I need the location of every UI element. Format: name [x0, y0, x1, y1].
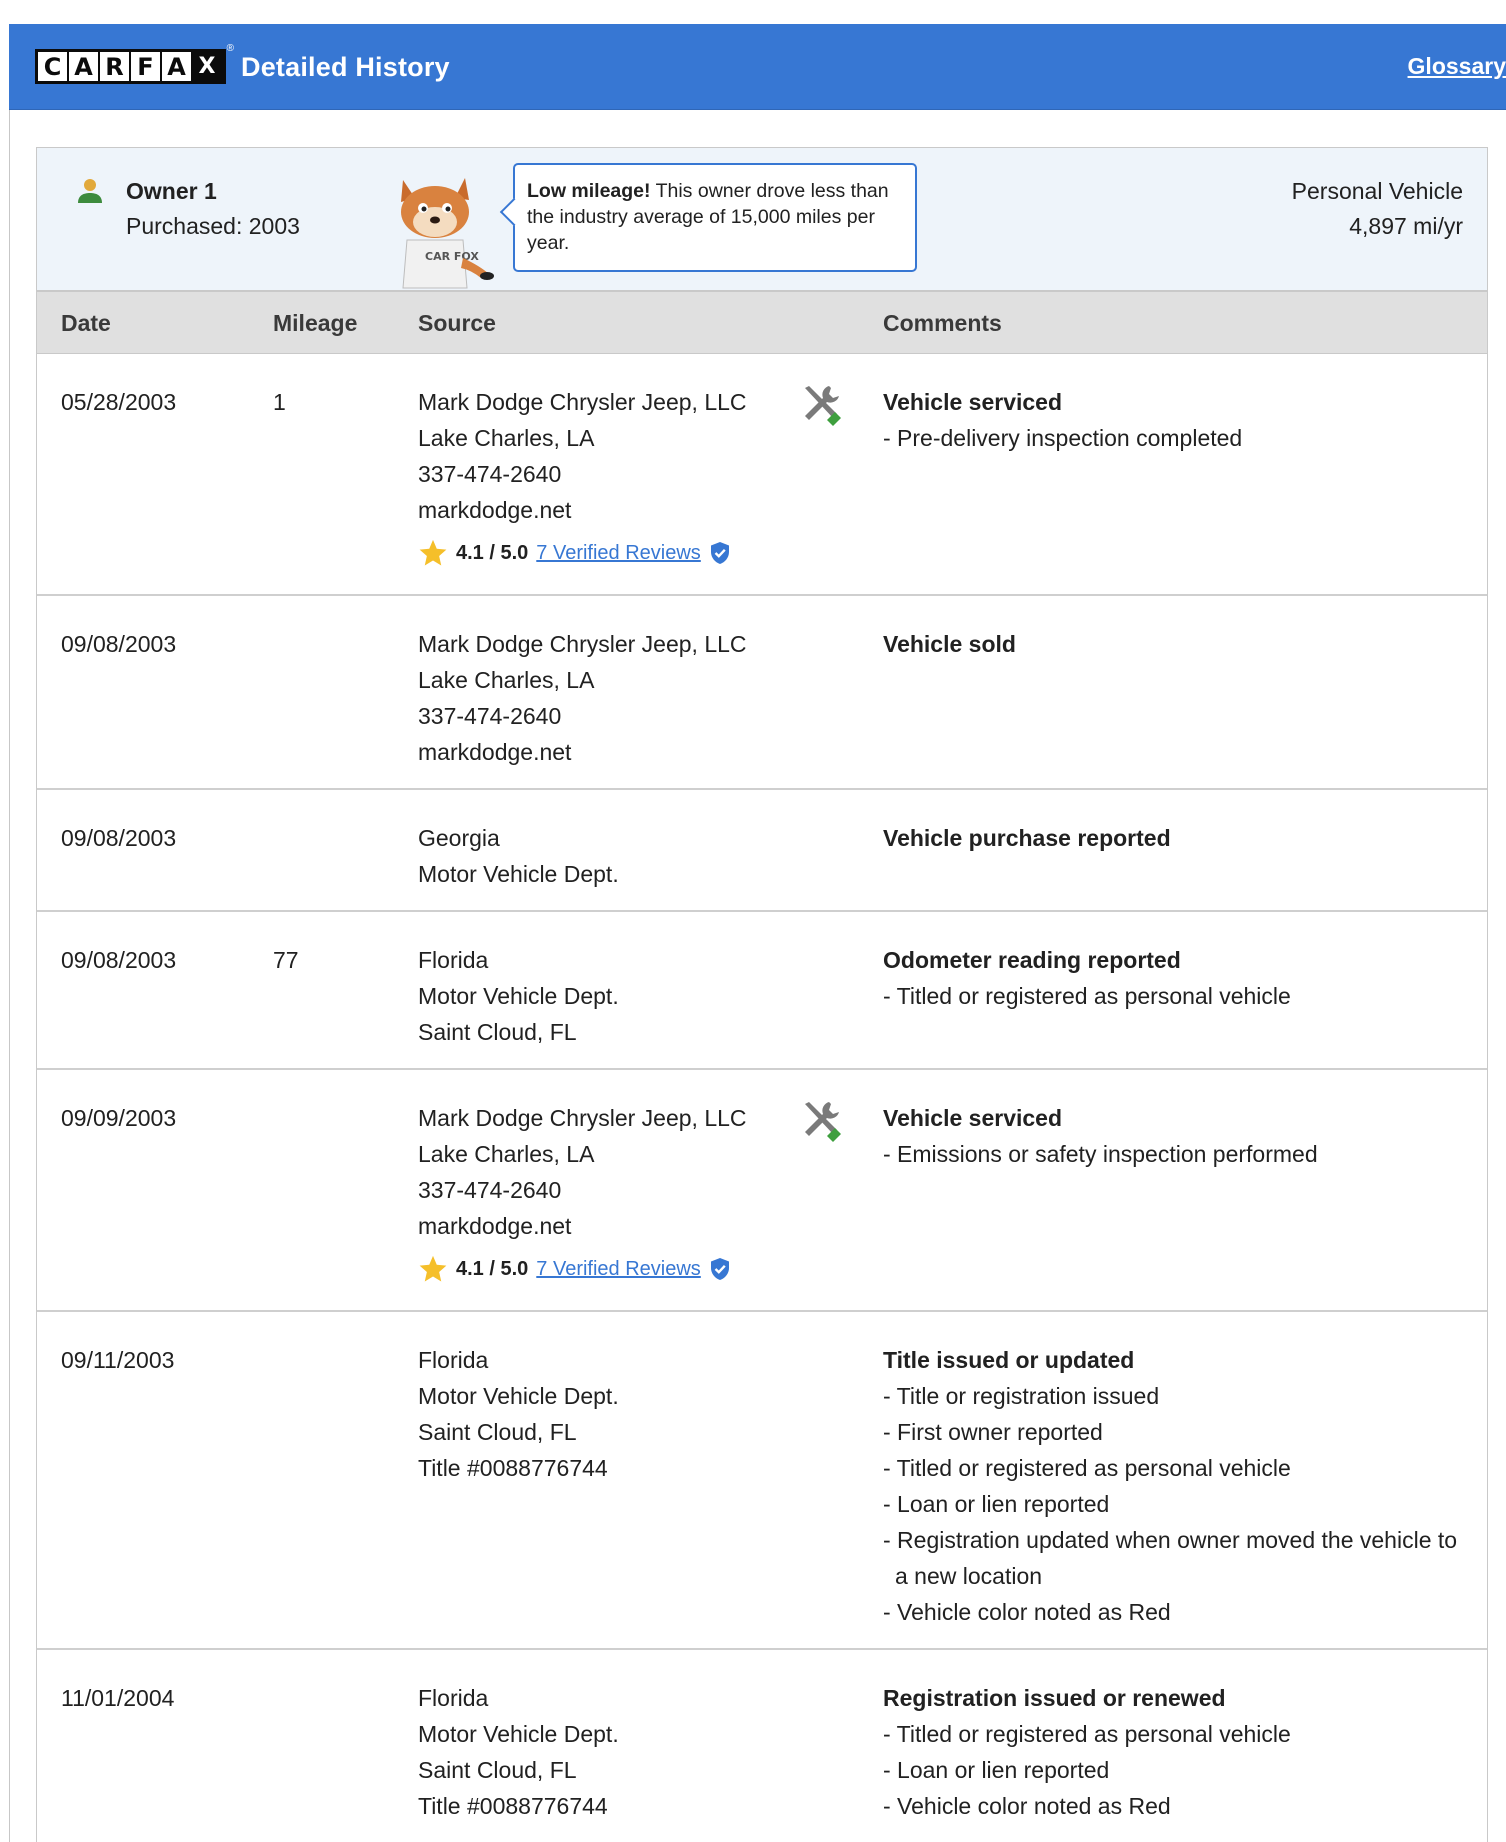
row-comments — [883, 1100, 1463, 1172]
row-comments — [883, 942, 1463, 1014]
history-table-body — [37, 354, 1487, 1842]
row-date: 09/08/2003 — [61, 825, 177, 851]
source-line: Florida — [418, 947, 489, 973]
service-tools-icon — [799, 382, 843, 426]
row-source — [418, 1680, 619, 1824]
source-line: markdodge.net — [418, 739, 572, 765]
comment-item: - Pre-delivery inspection completed — [883, 425, 1243, 451]
source-line: Saint Cloud, FL — [418, 1419, 577, 1445]
owner-purchased: Purchased: 2003 — [126, 213, 300, 239]
history-row — [37, 596, 1487, 790]
report-header — [9, 24, 1506, 110]
row-comments — [883, 384, 1463, 456]
source-line: Mark Dodge Chrysler Jeep, LLC — [418, 389, 747, 415]
verified-shield-icon — [709, 541, 731, 565]
source-line: Title #0088776744 — [418, 1455, 608, 1481]
row-source — [418, 1342, 619, 1486]
history-row — [37, 354, 1487, 596]
star-icon — [418, 538, 448, 568]
source-line: Motor Vehicle Dept. — [418, 861, 619, 887]
source-line: Mark Dodge Chrysler Jeep, LLC — [418, 1105, 747, 1131]
row-date: 05/28/2003 — [61, 389, 177, 415]
source-line: markdodge.net — [418, 1213, 572, 1239]
comment-title: Odometer reading reported — [883, 947, 1181, 973]
column-header-date: Date — [61, 310, 111, 336]
row-source — [418, 384, 747, 528]
source-line: Motor Vehicle Dept. — [418, 1383, 619, 1409]
glossary-link[interactable]: Glossary — [1407, 53, 1506, 79]
source-line: Title #0088776744 — [418, 1793, 608, 1819]
comment-title: Title issued or updated — [883, 1347, 1135, 1373]
source-line: Motor Vehicle Dept. — [418, 1721, 619, 1747]
comment-item: - First owner reported — [883, 1419, 1103, 1445]
source-line: Lake Charles, LA — [418, 425, 595, 451]
source-line: Florida — [418, 1347, 489, 1373]
row-date: 09/09/2003 — [61, 1105, 177, 1131]
carfax-logo: C A R F A X ® — [35, 49, 226, 84]
comment-item: - Registration updated when owner moved the vehicle to a new location — [883, 1527, 1458, 1589]
column-header-mileage: Mileage — [273, 310, 358, 336]
source-line: Saint Cloud, FL — [418, 1019, 577, 1045]
miles-per-year: 4,897 mi/yr — [1349, 213, 1463, 239]
dealer-rating — [418, 538, 731, 568]
comment-item: - Vehicle color noted as Red — [883, 1599, 1171, 1625]
star-icon — [418, 1254, 448, 1284]
comment-item: - Loan or lien reported — [883, 1757, 1110, 1783]
source-line: 337-474-2640 — [418, 703, 562, 729]
history-table-header — [37, 292, 1487, 354]
low-mileage-tooltip: Low mileage! This owner drove less than the industry average of 15,000 miles per year. — [513, 163, 917, 272]
history-row — [37, 790, 1487, 912]
svg-text:CAR FOX: CAR FOX — [425, 250, 479, 263]
source-line: 337-474-2640 — [418, 461, 562, 487]
source-line: markdodge.net — [418, 497, 572, 523]
comment-item: - Titled or registered as personal vehicle — [883, 1455, 1291, 1481]
person-icon — [75, 176, 105, 206]
source-line: Georgia — [418, 825, 500, 851]
row-comments — [883, 626, 1463, 662]
comment-item: - Titled or registered as personal vehicle — [883, 983, 1291, 1009]
page-title: Detailed History — [241, 52, 450, 82]
rating-score: 4.1 / 5.0 — [456, 1257, 529, 1280]
verified-reviews-link[interactable]: 7 Verified Reviews — [536, 541, 701, 564]
source-line: 337-474-2640 — [418, 1177, 562, 1203]
comment-item: - Title or registration issued — [883, 1383, 1160, 1409]
owner-summary — [37, 148, 1487, 292]
row-source — [418, 626, 747, 770]
comment-item: - Emissions or safety inspection performed — [883, 1141, 1318, 1167]
source-line: Motor Vehicle Dept. — [418, 983, 619, 1009]
row-date: 09/11/2003 — [61, 1347, 175, 1373]
history-row — [37, 1070, 1487, 1312]
comment-title: Vehicle serviced — [883, 1105, 1063, 1131]
verified-shield-icon — [709, 1257, 731, 1281]
row-date: 09/08/2003 — [61, 631, 177, 657]
verified-reviews-link[interactable]: 7 Verified Reviews — [536, 1257, 701, 1280]
source-line: Saint Cloud, FL — [418, 1757, 577, 1783]
vehicle-type: Personal Vehicle — [1291, 178, 1463, 204]
comment-title: Registration issued or renewed — [883, 1685, 1226, 1711]
comment-item: - Vehicle color noted as Red — [883, 1793, 1171, 1819]
row-mileage: 77 — [273, 947, 299, 973]
column-header-source: Source — [418, 310, 496, 336]
row-source — [418, 942, 619, 1050]
history-row — [37, 1312, 1487, 1650]
row-source — [418, 1100, 747, 1244]
row-date: 11/01/2004 — [61, 1685, 175, 1711]
source-line: Lake Charles, LA — [418, 1141, 595, 1167]
rating-score: 4.1 / 5.0 — [456, 541, 529, 564]
dealer-rating — [418, 1254, 731, 1284]
source-line: Lake Charles, LA — [418, 667, 595, 693]
row-mileage: 1 — [273, 389, 286, 415]
column-header-comments: Comments — [883, 310, 1002, 336]
row-comments — [883, 1680, 1463, 1824]
comment-item: - Titled or registered as personal vehicle — [883, 1721, 1291, 1747]
history-row — [37, 912, 1487, 1070]
comment-title: Vehicle purchase reported — [883, 825, 1171, 851]
comment-title: Vehicle sold — [883, 631, 1016, 657]
service-tools-icon — [799, 1098, 843, 1142]
row-comments — [883, 1342, 1463, 1630]
row-source — [418, 820, 619, 892]
comment-title: Vehicle serviced — [883, 389, 1063, 415]
owner-name: Owner 1 — [126, 178, 217, 204]
row-date: 09/08/2003 — [61, 947, 177, 973]
source-line: Mark Dodge Chrysler Jeep, LLC — [418, 631, 747, 657]
comment-item: - Loan or lien reported — [883, 1491, 1110, 1517]
owner-history-card — [36, 147, 1488, 1842]
history-row — [37, 1650, 1487, 1842]
source-line: Florida — [418, 1685, 489, 1711]
carfox-mascot-icon — [385, 170, 495, 290]
row-comments — [883, 820, 1463, 856]
